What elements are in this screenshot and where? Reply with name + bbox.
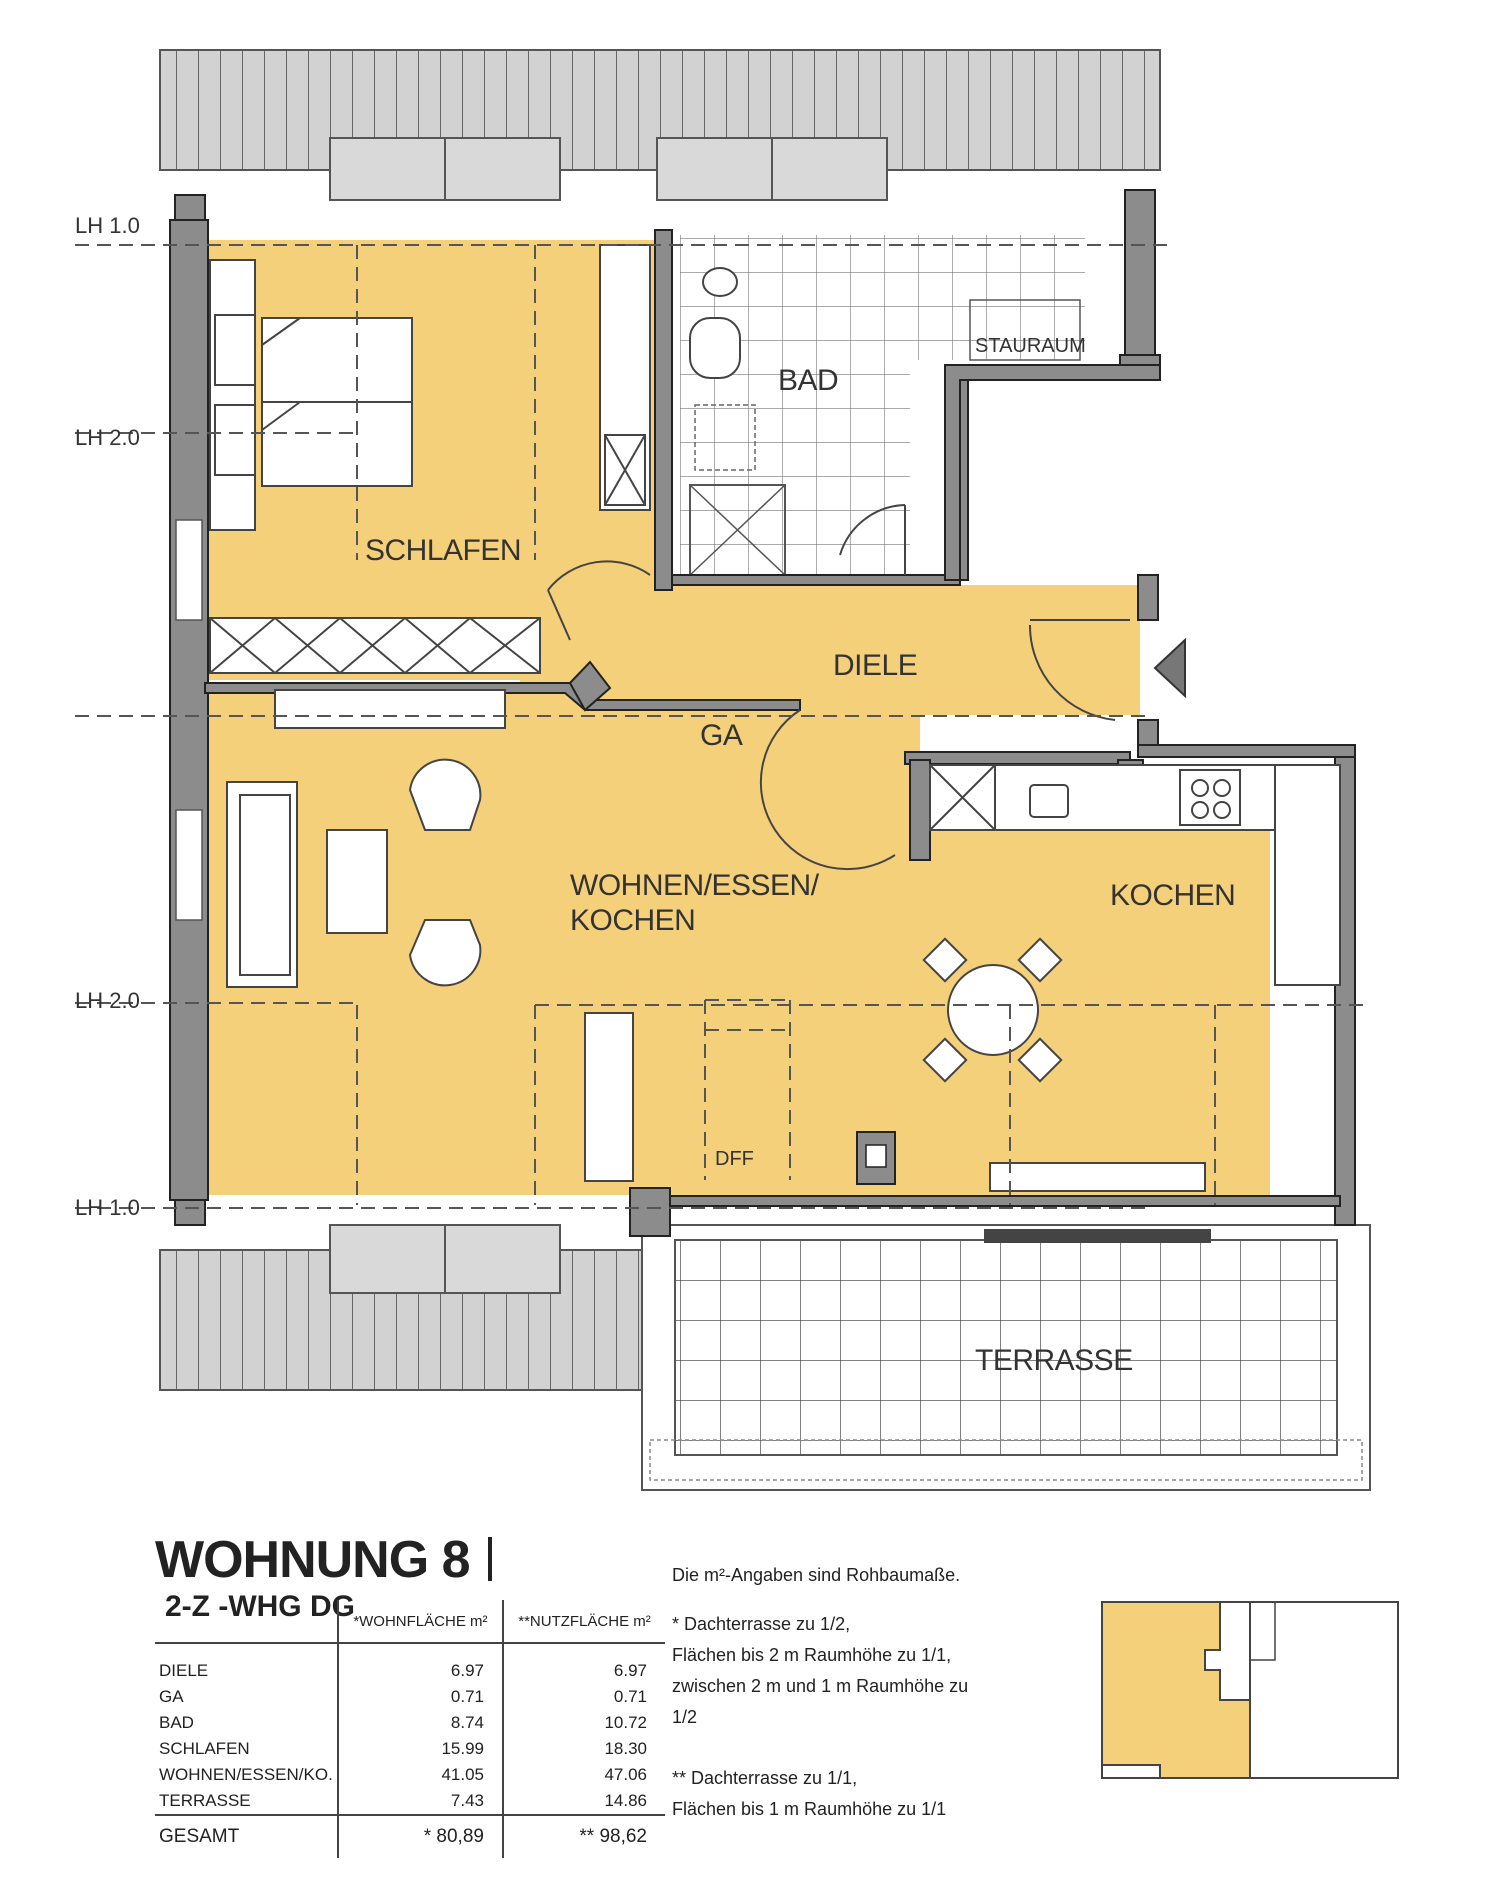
- entrance-arrow: [1155, 640, 1185, 696]
- bathroom: [680, 235, 1085, 580]
- bench: [585, 1013, 633, 1181]
- table-row: [155, 1643, 665, 1684]
- nutzflaeche-value: 14.86: [503, 1788, 665, 1815]
- coffee-table: [327, 830, 387, 933]
- room-label-schlafen: SCHLAFEN: [365, 534, 522, 567]
- room-label-terrasse: TERRASSE: [975, 1344, 1133, 1377]
- table-total-row: [155, 1815, 665, 1858]
- wohnflaeche-value: 8.74: [338, 1710, 503, 1736]
- table-row: [155, 1762, 665, 1788]
- table-header-room: [155, 1600, 338, 1643]
- wohnflaeche-value: 6.97: [338, 1643, 503, 1684]
- room-label-stauraum: STAURAUM: [975, 335, 1086, 357]
- wohnflaeche-value: 7.43: [338, 1788, 503, 1815]
- lh-marker: LH 1.0: [75, 1195, 140, 1220]
- apartment-type: 2-Z -WHG DG: [165, 1590, 355, 1623]
- note-rohbau: Die m²-Angaben sind Rohbaumaße.: [672, 1565, 961, 1585]
- sideboard: [275, 690, 505, 728]
- room-name: WOHNEN/ESSEN/KO.: [159, 1765, 333, 1784]
- wardrobe: [210, 618, 540, 673]
- apartment-title: WOHNUNG 8: [155, 1531, 470, 1589]
- table-row: [155, 1710, 665, 1736]
- room-name: SCHLAFEN: [159, 1739, 250, 1758]
- lh-marker: LH 2.0: [75, 988, 140, 1013]
- notes: [672, 1560, 1052, 1825]
- wohnflaeche-value: 0.71: [338, 1684, 503, 1710]
- nutzflaeche-value: 0.71: [503, 1684, 665, 1710]
- table-row: [155, 1788, 665, 1815]
- room-label-wohnen-2: KOCHEN: [570, 904, 696, 937]
- room-name: BAD: [159, 1713, 194, 1732]
- total-label: GESAMT: [155, 1815, 338, 1858]
- note-nutzflaeche: ** Dachterrasse zu 1/1, Flächen bis 1 m Raumhöhe zu 1/1: [672, 1768, 947, 1819]
- room-label-ga: GA: [700, 719, 743, 752]
- note-wohnflaeche: * Dachterrasse zu 1/2, Flächen bis 2 m Raumhöhe zu 1/1, zwischen 2 m und 1 m Raumhöhe zu 1/2: [672, 1614, 969, 1727]
- room-label-diele: DIELE: [833, 649, 918, 682]
- nutzflaeche-value: 18.30: [503, 1736, 665, 1762]
- lh-marker: LH 1.0: [75, 213, 140, 238]
- table-row: [155, 1684, 665, 1710]
- room-label-kochen: KOCHEN: [1110, 879, 1236, 912]
- table-row: [155, 1736, 665, 1762]
- nutzflaeche-value: 47.06: [503, 1762, 665, 1788]
- room-label-bad: BAD: [778, 364, 839, 397]
- dormer-top-left: [330, 138, 560, 200]
- dormer-bottom: [330, 1225, 560, 1293]
- nutzflaeche-value: 6.97: [503, 1643, 665, 1684]
- lh-marker: LH 2.0: [75, 425, 140, 450]
- table-header-nutzflaeche: **NUTZFLÄCHE m²: [503, 1600, 665, 1643]
- table-header-wohnflaeche: *WOHNFLÄCHE m²: [338, 1600, 503, 1643]
- total-wohnflaeche: * 80,89: [338, 1815, 503, 1858]
- room-name: TERRASSE: [159, 1791, 251, 1810]
- room-name: GA: [159, 1687, 184, 1706]
- key-plan: [1100, 1600, 1400, 1780]
- dormer-top-right: [657, 138, 887, 200]
- total-nutzflaeche: ** 98,62: [503, 1815, 665, 1858]
- bedroom-shelf: [600, 245, 650, 510]
- area-table: [155, 1600, 665, 1858]
- room-name: DIELE: [159, 1661, 209, 1680]
- sofa: [227, 782, 297, 987]
- title-separator: [488, 1537, 492, 1581]
- wohnflaeche-value: 15.99: [338, 1736, 503, 1762]
- dff-label: DFF: [715, 1148, 754, 1170]
- wohnflaeche-value: 41.05: [338, 1762, 503, 1788]
- nutzflaeche-value: 10.72: [503, 1710, 665, 1736]
- room-label-wohnen: WOHNEN/ESSEN/: [570, 869, 819, 902]
